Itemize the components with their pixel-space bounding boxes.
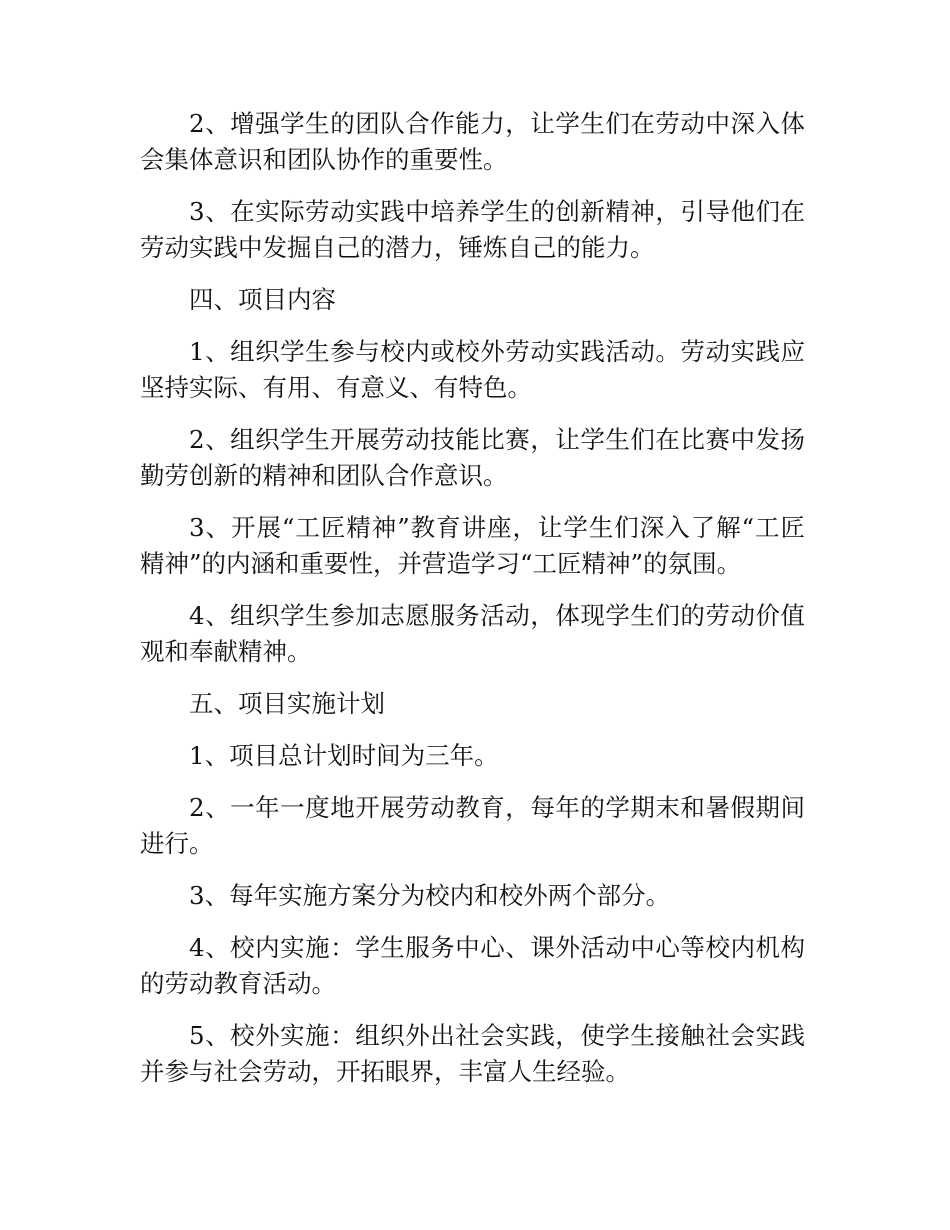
paragraph-plan-5: 5、校外实施：组织外出社会实践，使学生接触社会实践并参与社会劳动，开拓眼界，丰富人生经验。 (140, 1021, 805, 1086)
document-page (140, 106, 805, 1106)
section-heading-implementation-plan: 五、项目实施计划 (189, 689, 385, 718)
paragraph-goal-2: 2、增强学生的团队合作能力，让学生们在劳动中深入体会集体意识和团队协作的重要性。 (140, 109, 805, 174)
section-heading-project-content: 四、项目内容 (189, 285, 336, 314)
paragraph-plan-2: 2、一年一度地开展劳动教育，每年的学期末和暑假期间进行。 (140, 793, 805, 858)
paragraph-goal-3: 3、在实际劳动实践中培养学生的创新精神，引导他们在劳动实践中发掘自己的潜力，锤炼自己的能力。 (140, 197, 805, 262)
paragraph-plan-4: 4、校内实施：学生服务中心、课外活动中心等校内机构的劳动教育活动。 (140, 933, 805, 998)
paragraph-plan-3: 3、每年实施方案分为校内和校外两个部分。 (189, 881, 671, 910)
paragraph-content-3: 3、开展“工匠精神”教育讲座，让学生们深入了解“工匠精神”的内涵和重要性，并营造学习“工匠精神”的氛围。 (140, 513, 805, 578)
paragraph-content-1: 1、组织学生参与校内或校外劳动实践活动。劳动实践应坚持实际、有用、有意义、有特色。 (140, 337, 805, 402)
paragraph-content-4: 4、组织学生参加志愿服务活动，体现学生们的劳动价值观和奉献精神。 (140, 601, 805, 666)
paragraph-plan-1: 1、项目总计划时间为三年。 (189, 741, 499, 770)
paragraph-content-2: 2、组织学生开展劳动技能比赛，让学生们在比赛中发扬勤劳创新的精神和团队合作意识。 (140, 425, 805, 490)
